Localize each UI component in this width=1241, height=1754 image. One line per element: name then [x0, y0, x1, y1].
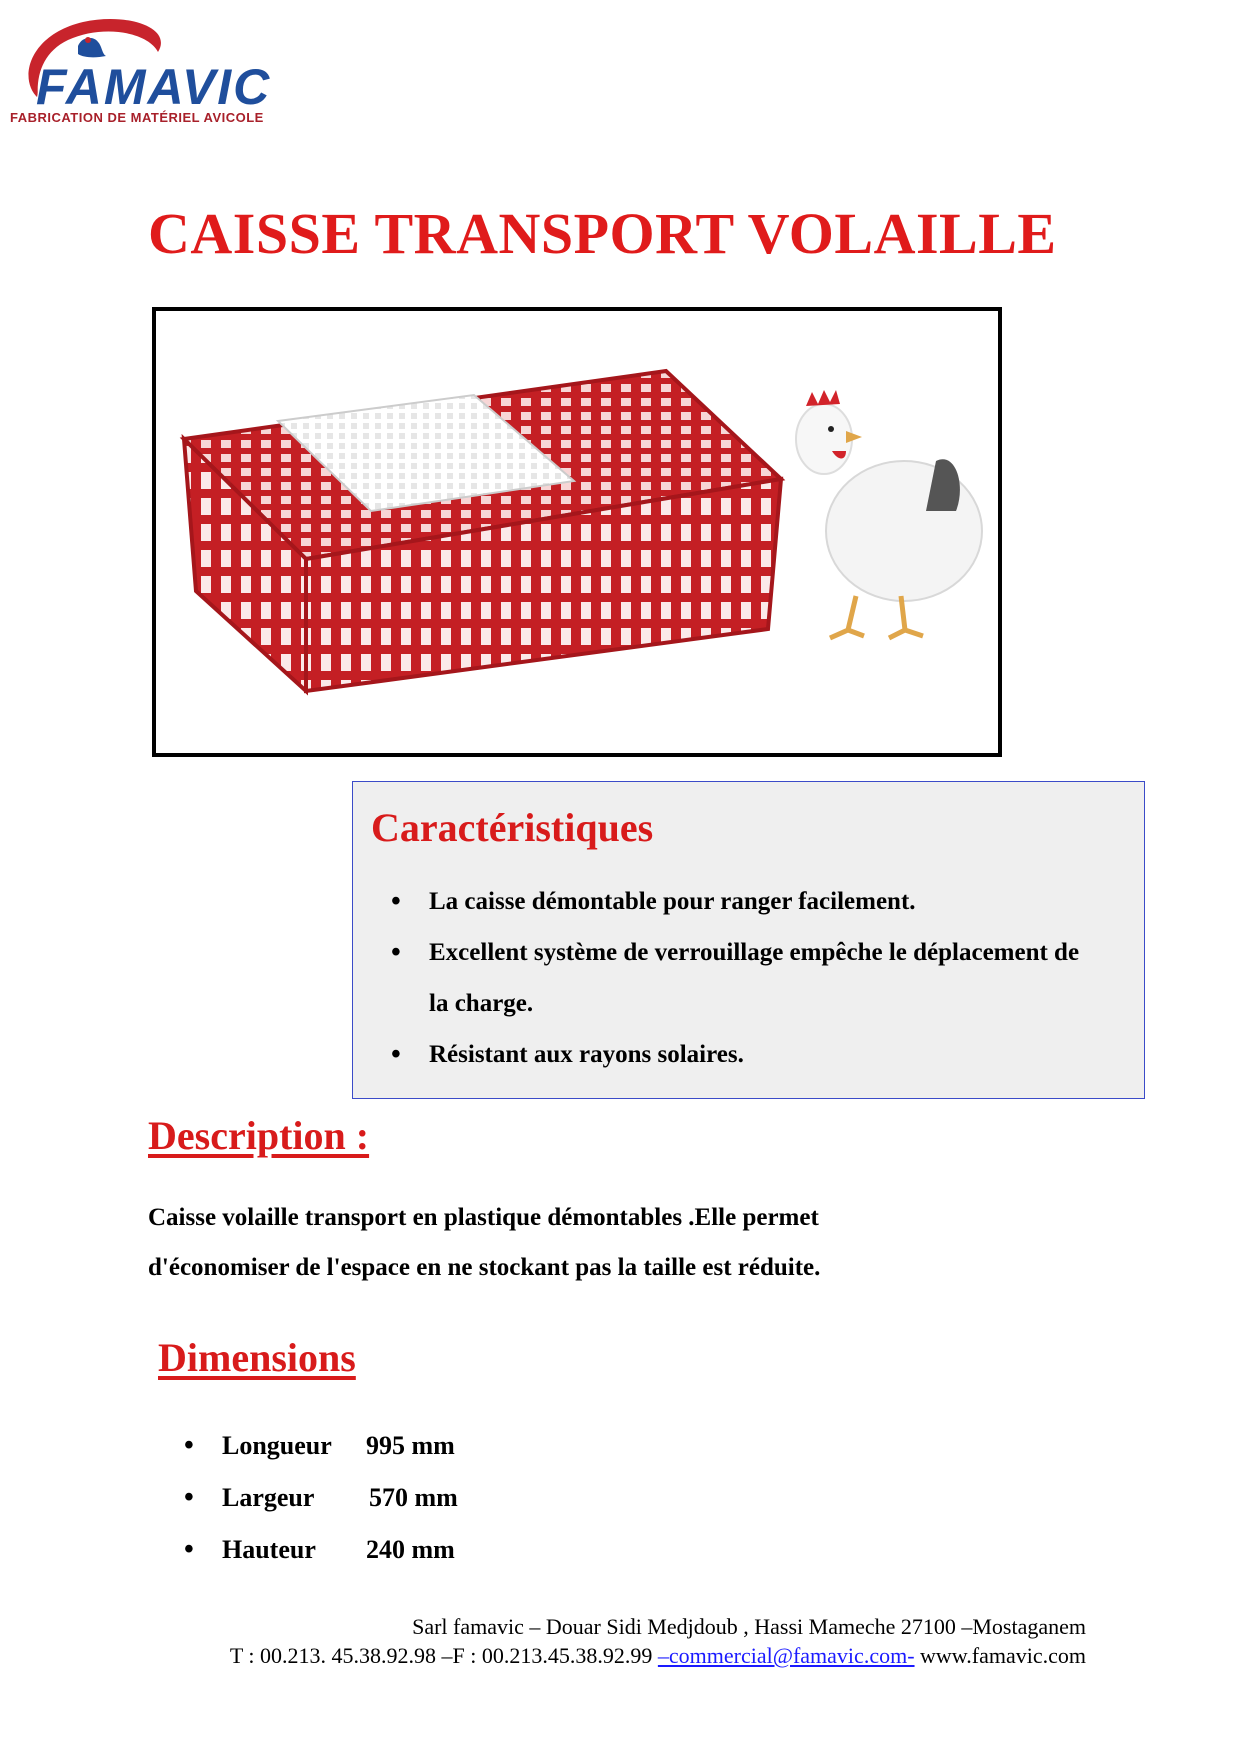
- dimension-value: 240 mm: [366, 1535, 455, 1564]
- features-box: [352, 781, 1145, 1099]
- description-text: [148, 1193, 988, 1293]
- chicken-icon: [796, 390, 982, 638]
- description-line: Caisse volaille transport en plastique démontables .Elle permet: [148, 1204, 819, 1231]
- list-item: • La caisse démontable pour ranger facilement.: [353, 876, 1093, 927]
- features-list: [353, 876, 1093, 1080]
- footer-contact: [230, 1641, 1086, 1670]
- footer-phone-fax: T : 00.213. 45.38.92.98 –F : 00.213.45.38.92.99: [229, 1643, 658, 1668]
- description-heading: Description :: [148, 1113, 370, 1158]
- dimension-label: Longueur: [222, 1431, 332, 1460]
- famavic-logo: [8, 10, 278, 135]
- logo-tagline: FABRICATION DE MATÉRIEL AVICOLE: [10, 110, 264, 125]
- website-link[interactable]: www.famavic.com: [914, 1643, 1086, 1668]
- description-line: d'économiser de l'espace en ne stockant pas la taille est réduite.: [148, 1254, 821, 1281]
- footer-address: Sarl famavic – Douar Sidi Medjdoub , Hassi Mameche 27100 –Mostaganem: [412, 1614, 1086, 1639]
- dimension-value: 570 mm: [369, 1483, 458, 1512]
- email-link[interactable]: –commercial@famavic.com-: [657, 1643, 915, 1668]
- features-heading: Caractéristiques: [371, 805, 654, 850]
- poultry-crate-icon: [184, 371, 781, 691]
- dimension-value: 995 mm: [366, 1431, 455, 1460]
- dimension-label: Hauteur: [222, 1535, 316, 1564]
- dimension-label: Largeur: [222, 1483, 315, 1512]
- list-item: • Excellent système de verrouillage empêche le déplacement de la charge.: [353, 927, 1093, 1029]
- list-item: • Résistant aux rayons solaires.: [353, 1029, 1093, 1080]
- product-image: [152, 307, 1002, 757]
- logo-wordmark: FAMAVIC: [36, 59, 272, 115]
- dimensions-heading: Dimensions: [158, 1335, 356, 1380]
- footer: [230, 1612, 1086, 1670]
- page-title: CAISSE TRANSPORT VOLAILLE: [148, 201, 1057, 266]
